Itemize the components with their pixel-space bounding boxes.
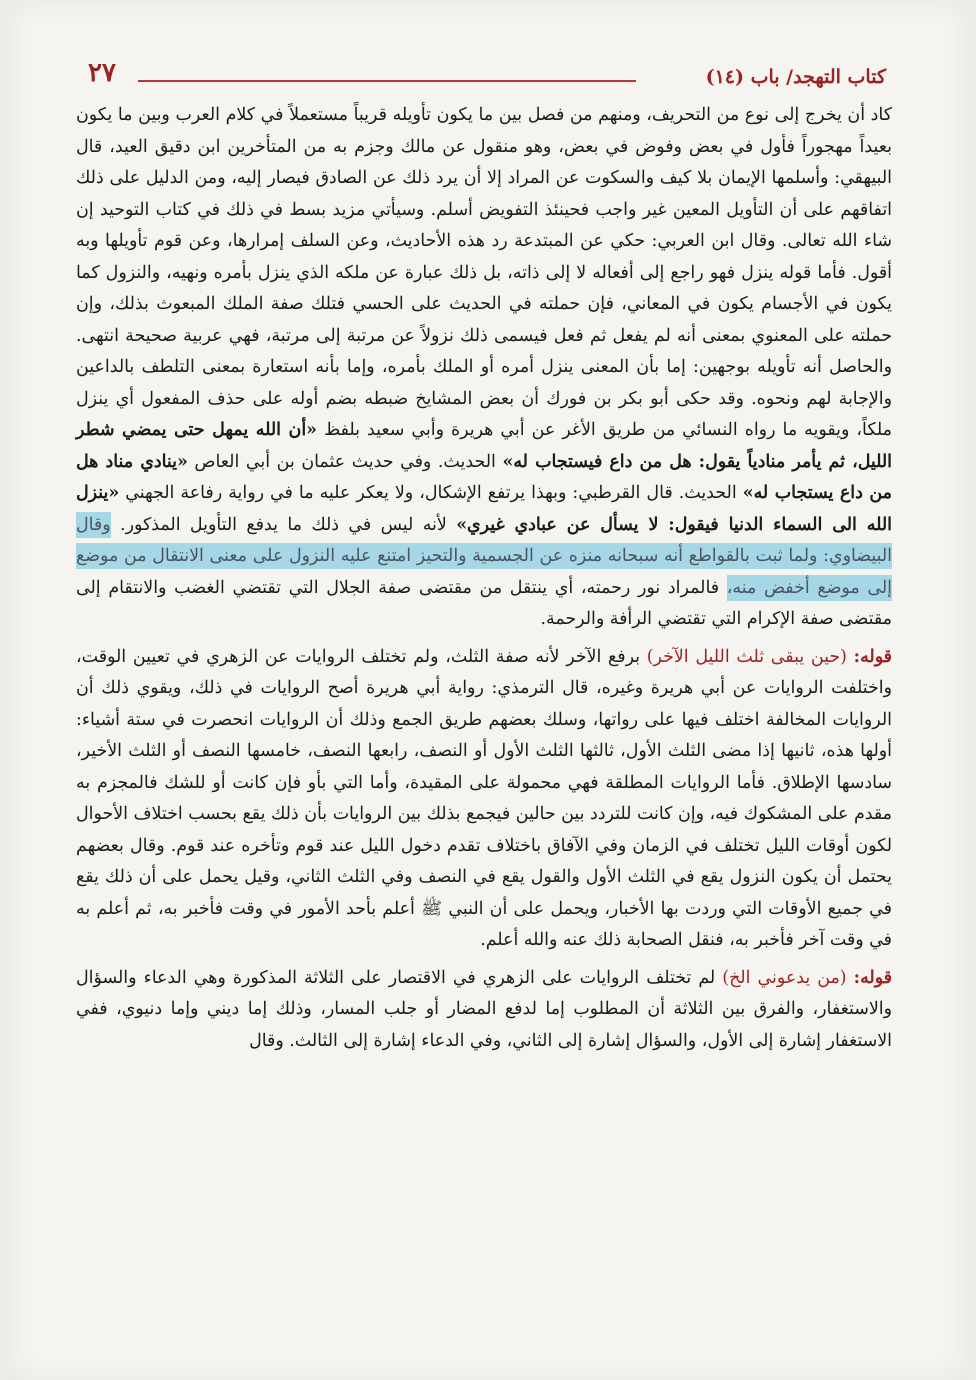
paragraph-2 bbox=[76, 642, 892, 957]
page-number: ٢٧ bbox=[88, 58, 116, 88]
text-run: الحديث. وفي حديث عثمان بن أبي العاص bbox=[187, 451, 503, 472]
text-run: الحديث. قال القرطبي: وبهذا يرتفع الإشكال، ولا يعكر عليه ما في رواية رفاعة الجهني bbox=[119, 483, 743, 503]
paragraph-1 bbox=[76, 100, 892, 636]
commentary-label: قوله: bbox=[853, 646, 892, 667]
text-selection-highlight[interactable]: وقال البيضاوي: ولما ثبت بالقواطع أنه سبحانه منزه عن الجسمية والتحيز امتنع عليه النزول على معنى الانتقال من موضع إلى موضع أخفض منه، bbox=[76, 512, 892, 601]
page-body bbox=[76, 100, 892, 1057]
hadith-quote: «ينزل الله الى السماء الدنيا فيقول: لا يسأل عن عبادي غيري» bbox=[76, 483, 892, 535]
text-run: برفع الآخر لأنه صفة الثلث، ولم تختلف الروايات عن الزهري في تعيين الوقت، واختلفت الروايات عن أبي هريرة وغيره، قال الترمذي: رواية أبي هريرة أصح الروايات في ذلك، ويقوي ذلك أن الروايات المخالفة اختلف فيها على رواتها، وسلك بعضهم طريق الجمع وذلك أن الروايات انحصرت في ستة أشياء: أولها هذه، ثانيها إذا مضى الثلث الأول، ثالثها الثلث الأول أو النصف، رابعها النصف، خامسها النصف أو الثلث الأخير، سادسها الإطلاق. فأما الروايات المطلقة فهي محمولة على المقيدة، وأما التي بأو فإن كانت أو للشك فالمجزم به مقدم على المشكوك فيه، وإن كانت للتردد بين حالين فيجمع بذلك بين الروايات بأن ذلك يقع بحسب اختلاف الأحوال لكون أوقات الليل تختلف في الزمان وفي الآفاق باختلاف تقدم دخول الليل عند قوم وتأخره عند قوم. وقال بعضهم يحتمل أن يكون النزول يقع في الثلث الأول والقول يقع في النصف وفي الثلث الثاني، وقيل يحمل على أن ذلك يقع في جميع الأوقات التي وردت بها الأخبار، ويحمل على أن النبي ﷺ أعلم بأحد الأمور في وقت فأخبر به، ثم أعلم به في وقت آخر فأخبر به، فنقل الصحابة ذلك عنه والله أعلم. bbox=[76, 646, 892, 950]
hadith-quote: «ينادي مناد هل من داع يستجاب له» bbox=[76, 451, 892, 503]
book-page bbox=[8, 0, 968, 1380]
header-rule bbox=[138, 80, 636, 82]
commentary-label: قوله: bbox=[853, 967, 892, 988]
page-header bbox=[88, 56, 886, 96]
running-header-title: كتاب التهجد/ باب (١٤) bbox=[705, 66, 886, 88]
text-run: فالمراد نور رحمته، أي ينتقل من مقتضى صفة الجلال التي تقتضي الغضب والانتقام إلى مقتضى صفة الإكرام التي تقتضي الرأفة والرحمة. bbox=[76, 577, 892, 629]
text-run: كاد أن يخرج إلى نوع من التحريف، ومنهم من فصل بين ما يكون تأويله قريباً مستعملاً في كلام العرب وبين ما يكون بعيداً مهجوراً فأول في بعض وفوض في بعض، وهو منقول عن مالك وجزم به من المتأخرين ابن دقيق العيد، قال البيهقي: وأسلمها الإيمان بلا كيف والسكوت عن المراد إلا أن يرد ذلك عن الصادق فيصار إليه، ومن الدليل على ذلك اتفاقهم على أن التأويل المعين غير واجب فحينئذ التفويض أسلم. وسيأتي مزيد بسط في ذلك في كتاب التوحيد إن شاء الله تعالى. وقال ابن العربي: حكي عن المبتدعة رد هذه الأحاديث، وعن السلف إمرارها، وعن قوم تأويلها وبه أقول. فأما قوله ينزل فهو راجع إلى أفعاله لا إلى ذاته، بل ذلك عبارة عن ملكه الذي ينزل بأمره ونهيه، والنزول كما يكون في الأجسام يكون في المعاني، فإن حملته في الحديث على الحسي فتلك صفة الملك المبعوث بذلك، وإن حملته على المعنوي بمعنى أنه لم يفعل ثم فعل فيسمى ذلك نزولاً عن مرتبة إلى مرتبة، فهي عربية صحيحة انتهى. والحاصل أنه تأويله بوجهين: إما بأن المعنى ينزل أمره أو الملك بأمره، وإما بأنه استعارة بمعنى التلطف بالداعين والإجابة لهم ونحوه. وقد حكى أبو بكر بن فورك أن بعض المشايخ ضبطه بضم أوله على حذف المفعول أي ينزل ملكاً، ويقويه ما رواه النسائي من طريق الأغر عن أبي هريرة وأبي سعيد بلفظ bbox=[76, 105, 892, 440]
text-run: لم تختلف الروايات على الزهري في الاقتصار على الثلاثة المذكورة وهي الدعاء والسؤال والاستغفار، والفرق بين الثلاثة أن المطلوب إما لدفع المضار أو جلب المسار، وذلك إما ديني وإما دنيوي، ففي الاستغفار إشارة إلى الأول، والسؤال إشارة إلى الثاني، وفي الدعاء إشارة إلى الثالث. وقال bbox=[76, 967, 892, 1051]
quoted-phrase: (من يدعوني الخ) bbox=[722, 967, 847, 988]
hadith-quote: «أن الله يمهل حتى يمضي شطر الليل، ثم يأمر منادياً يقول: هل من داع فيستجاب له» bbox=[76, 420, 893, 472]
paragraph-3 bbox=[76, 963, 892, 1058]
quoted-phrase: (حين يبقى ثلث الليل الآخر) bbox=[646, 646, 847, 667]
text-run: لأنه ليس في ذلك ما يدفع التأويل المذكور. bbox=[110, 514, 457, 535]
